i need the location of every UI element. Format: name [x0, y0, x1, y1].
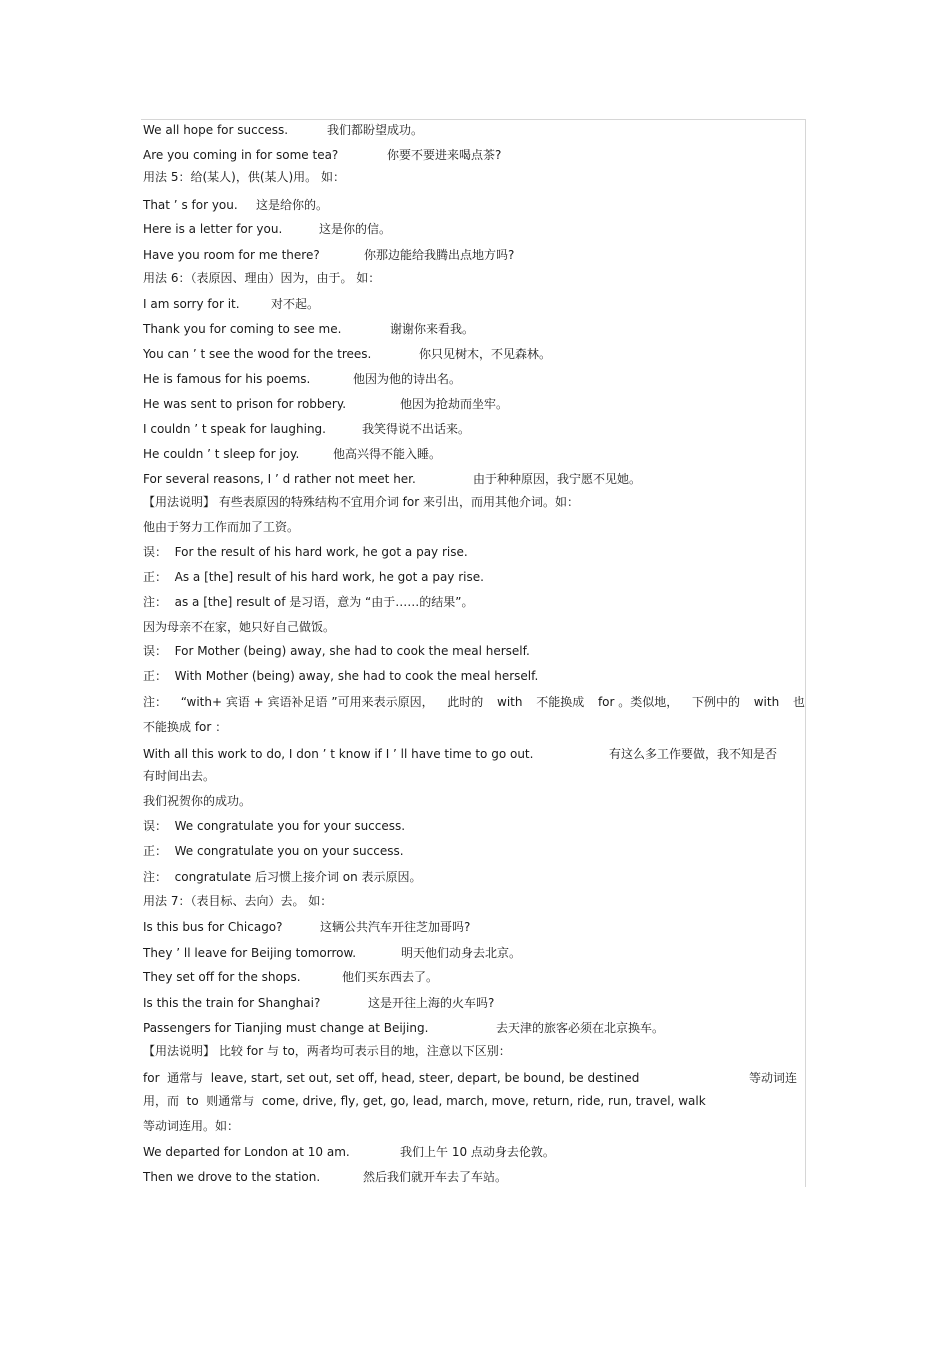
note-line: 注： “with+ 宾语 + 宾语补足语 ”可用来表示原因， 此时的 with 不能换成 for 。类似地， 下例中的 with 也: [143, 695, 805, 709]
